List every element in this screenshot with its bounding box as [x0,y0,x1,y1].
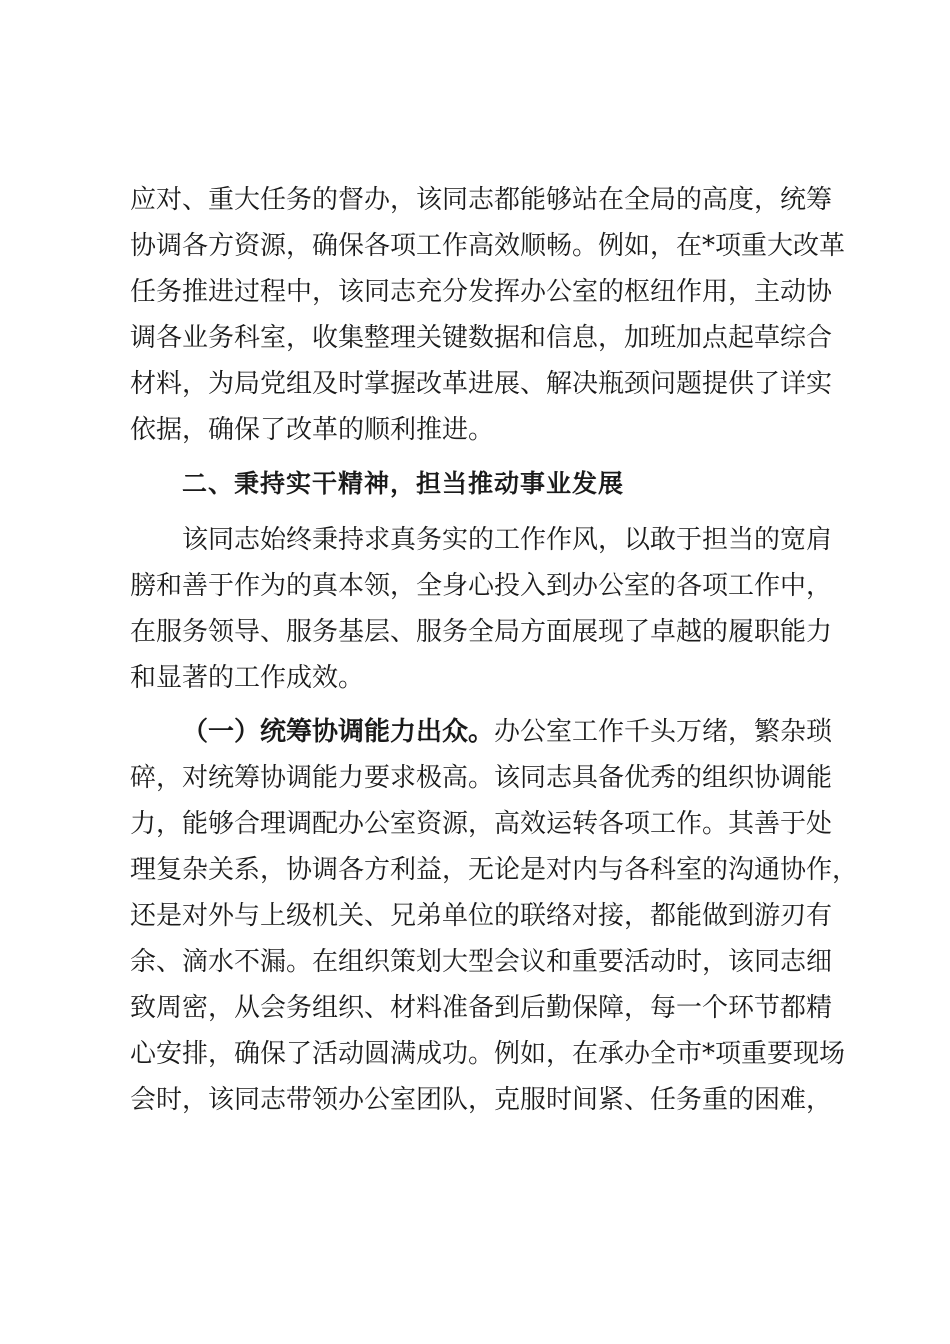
text-line: 会时，该同志带领办公室团队，克服时间紧、任务重的困难， [130,1085,833,1115]
text-line: 还是对外与上级机关、兄弟单位的联络对接，都能做到游刃有 [130,901,833,931]
text-line: 在服务领导、服务基层、服务全局方面展现了卓越的履职能力 [130,617,833,647]
section-heading-text: 二、秉持实干精神，担当推动事业发展 [182,469,625,498]
lead-line-rest: 办公室工作千头万绪，繁杂琐 [494,717,833,747]
text-line: 依据，确保了改革的顺利推进。 [130,415,495,445]
text-line: 膀和善于作为的真本领，全身心投入到办公室的各项工作中， [130,571,833,601]
text-line: 材料，为局党组及时掌握改革进展、解决瓶颈问题提供了详实 [130,369,833,399]
text-line: 任务推进过程中，该同志充分发挥办公室的枢纽作用，主动协 [130,277,833,307]
subheading-lead: （一）统筹协调能力出众。 [182,717,495,747]
section-heading [130,461,830,507]
text-line: 余、滴水不漏。在组织策划大型会议和重要活动时，该同志细 [130,947,833,977]
text-line: 碎，对统筹协调能力要求极高。该同志具备优秀的组织协调能 [130,763,833,793]
text-line-with-lead [130,709,833,755]
text-line: 调各业务科室，收集整理关键数据和信息，加班加点起草综合 [130,323,833,353]
paragraph-3 [130,709,859,1123]
text-line: 致周密，从会务组织、材料准备到后勤保障，每一个环节都精 [130,993,833,1023]
paragraph-2 [130,517,833,701]
text-line: 协调各方资源，确保各项工作高效顺畅。例如，在*项重大改革 [130,231,846,261]
text-line: 该同志始终秉持求真务实的工作作风，以敢于担当的宽肩 [182,525,833,555]
text-line: 应对、重大任务的督办，该同志都能够站在全局的高度，统筹 [130,185,833,215]
text-line: 心安排，确保了活动圆满成功。例如，在承办全市*项重要现场 [130,1039,846,1069]
text-line: 理复杂关系，协调各方利益，无论是对内与各科室的沟通协作， [130,855,859,885]
text-line: 和显著的工作成效。 [130,663,365,693]
text-line: 力，能够合理调配办公室资源，高效运转各项工作。其善于处 [130,809,833,839]
paragraph-1 [130,177,846,453]
